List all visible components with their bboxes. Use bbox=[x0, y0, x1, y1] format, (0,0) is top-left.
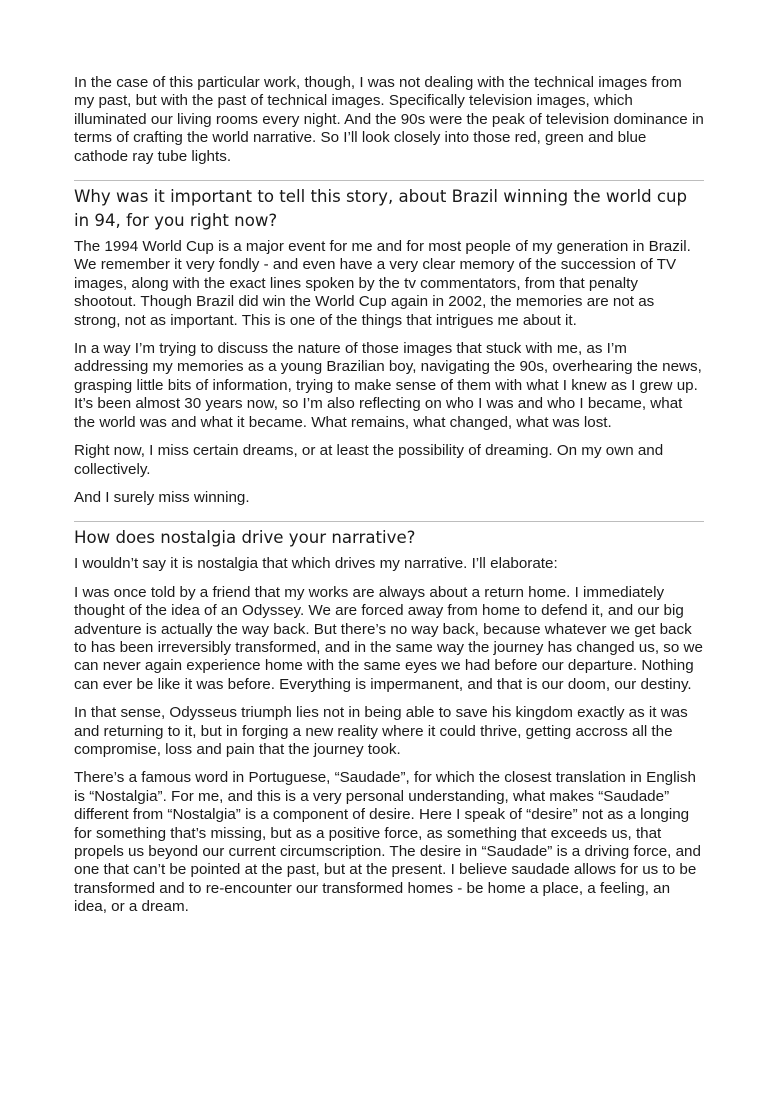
answer-paragraph: And I surely miss winning. bbox=[74, 488, 250, 506]
section-nostalgia bbox=[74, 521, 704, 916]
question-heading: How does nostalgia drive your narrative? bbox=[74, 528, 416, 548]
answer-paragraph: In that sense, Odysseus triumph lies not in being able to save his kingdom exactly as it was and returning to it, but in forging a new reality where it could thrive, getting accross all the compromise, loss and pain that the journey took. bbox=[74, 704, 688, 758]
answer-paragraph: Right now, I miss certain dreams, or at least the possibility of dreaming. On my own and collectively. bbox=[74, 442, 664, 478]
answer-paragraph: The 1994 World Cup is a major event for me and for most people of my generation in Brazil. We remember it very fondly - and even have a very clear memory of the succession of TV images, along with the exact lines spoken by the tv commentators, from that penalty shootout. Though Brazil did win the World Cup again in 2002, the memories are not as strong, not as important. This is one of the things that intrigues me about it. bbox=[74, 238, 691, 329]
interview-page bbox=[74, 74, 704, 927]
section-why-now bbox=[74, 180, 704, 507]
answer-paragraph: In a way I’m trying to discuss the nature of those images that stuck with me, as I’m addressing my memories as a young Brazilian boy, navigating the 90s, overhearing the news, grasping little bits of information, trying to make sense of them with what I knew as I grew up. It’s been almost 30 years now, so I’m also reflecting on who I was and who I became, what the world was and what it became. What remains, what changed, what was lost. bbox=[74, 340, 702, 431]
intro-paragraph: In the case of this particular work, though, I was not dealing with the technical images from my past, but with the past of technical images. Specifically television images, which illuminated our living rooms every night. And the 90s were the peak of television dominance in terms of crafting the world narrative. So I’ll look closely into those red, green and blue cathode ray tube lights. bbox=[74, 74, 704, 165]
question-heading: Why was it important to tell this story, about Brazil winning the world cup in 94, for you right now? bbox=[74, 187, 688, 231]
intro-block bbox=[74, 74, 704, 166]
answer-paragraph: I was once told by a friend that my works are always about a return home. I immediately thought of the idea of an Odyssey. We are forced away from home to defend it, and our big adventure is actually the way back. But there’s no way back, because whatever we get back to has been irreversibly transformed, and in the same way the journey has changed us, so we can never again experience home with the same eyes we had before our departure. Nothing can ever be like it was before. Everything is impermanent, and that is our doom, our destiny. bbox=[74, 583, 703, 693]
answer-paragraph: There’s a famous word in Portuguese, “Saudade”, for which the closest translation in English is “Nostalgia”. For me, and this is a very personal understanding, what makes “Saudade” different from “Nostalgia” is a component of desire. Here I speak of “desire” not as a longing for something that’s missing, but as a positive force, as something that exceeds us, that propels us beyond our current circumscription. The desire in “Saudade” is a driving force, and one that can’t be pointed at the past, but at the present. I believe saudade allows for us to be transformed and to re-encounter our transformed homes - be home a place, a feeling, an idea, or a dream. bbox=[74, 769, 701, 916]
answer-paragraph: I wouldn’t say it is nostalgia that which drives my narrative. I’ll elaborate: bbox=[74, 555, 558, 573]
